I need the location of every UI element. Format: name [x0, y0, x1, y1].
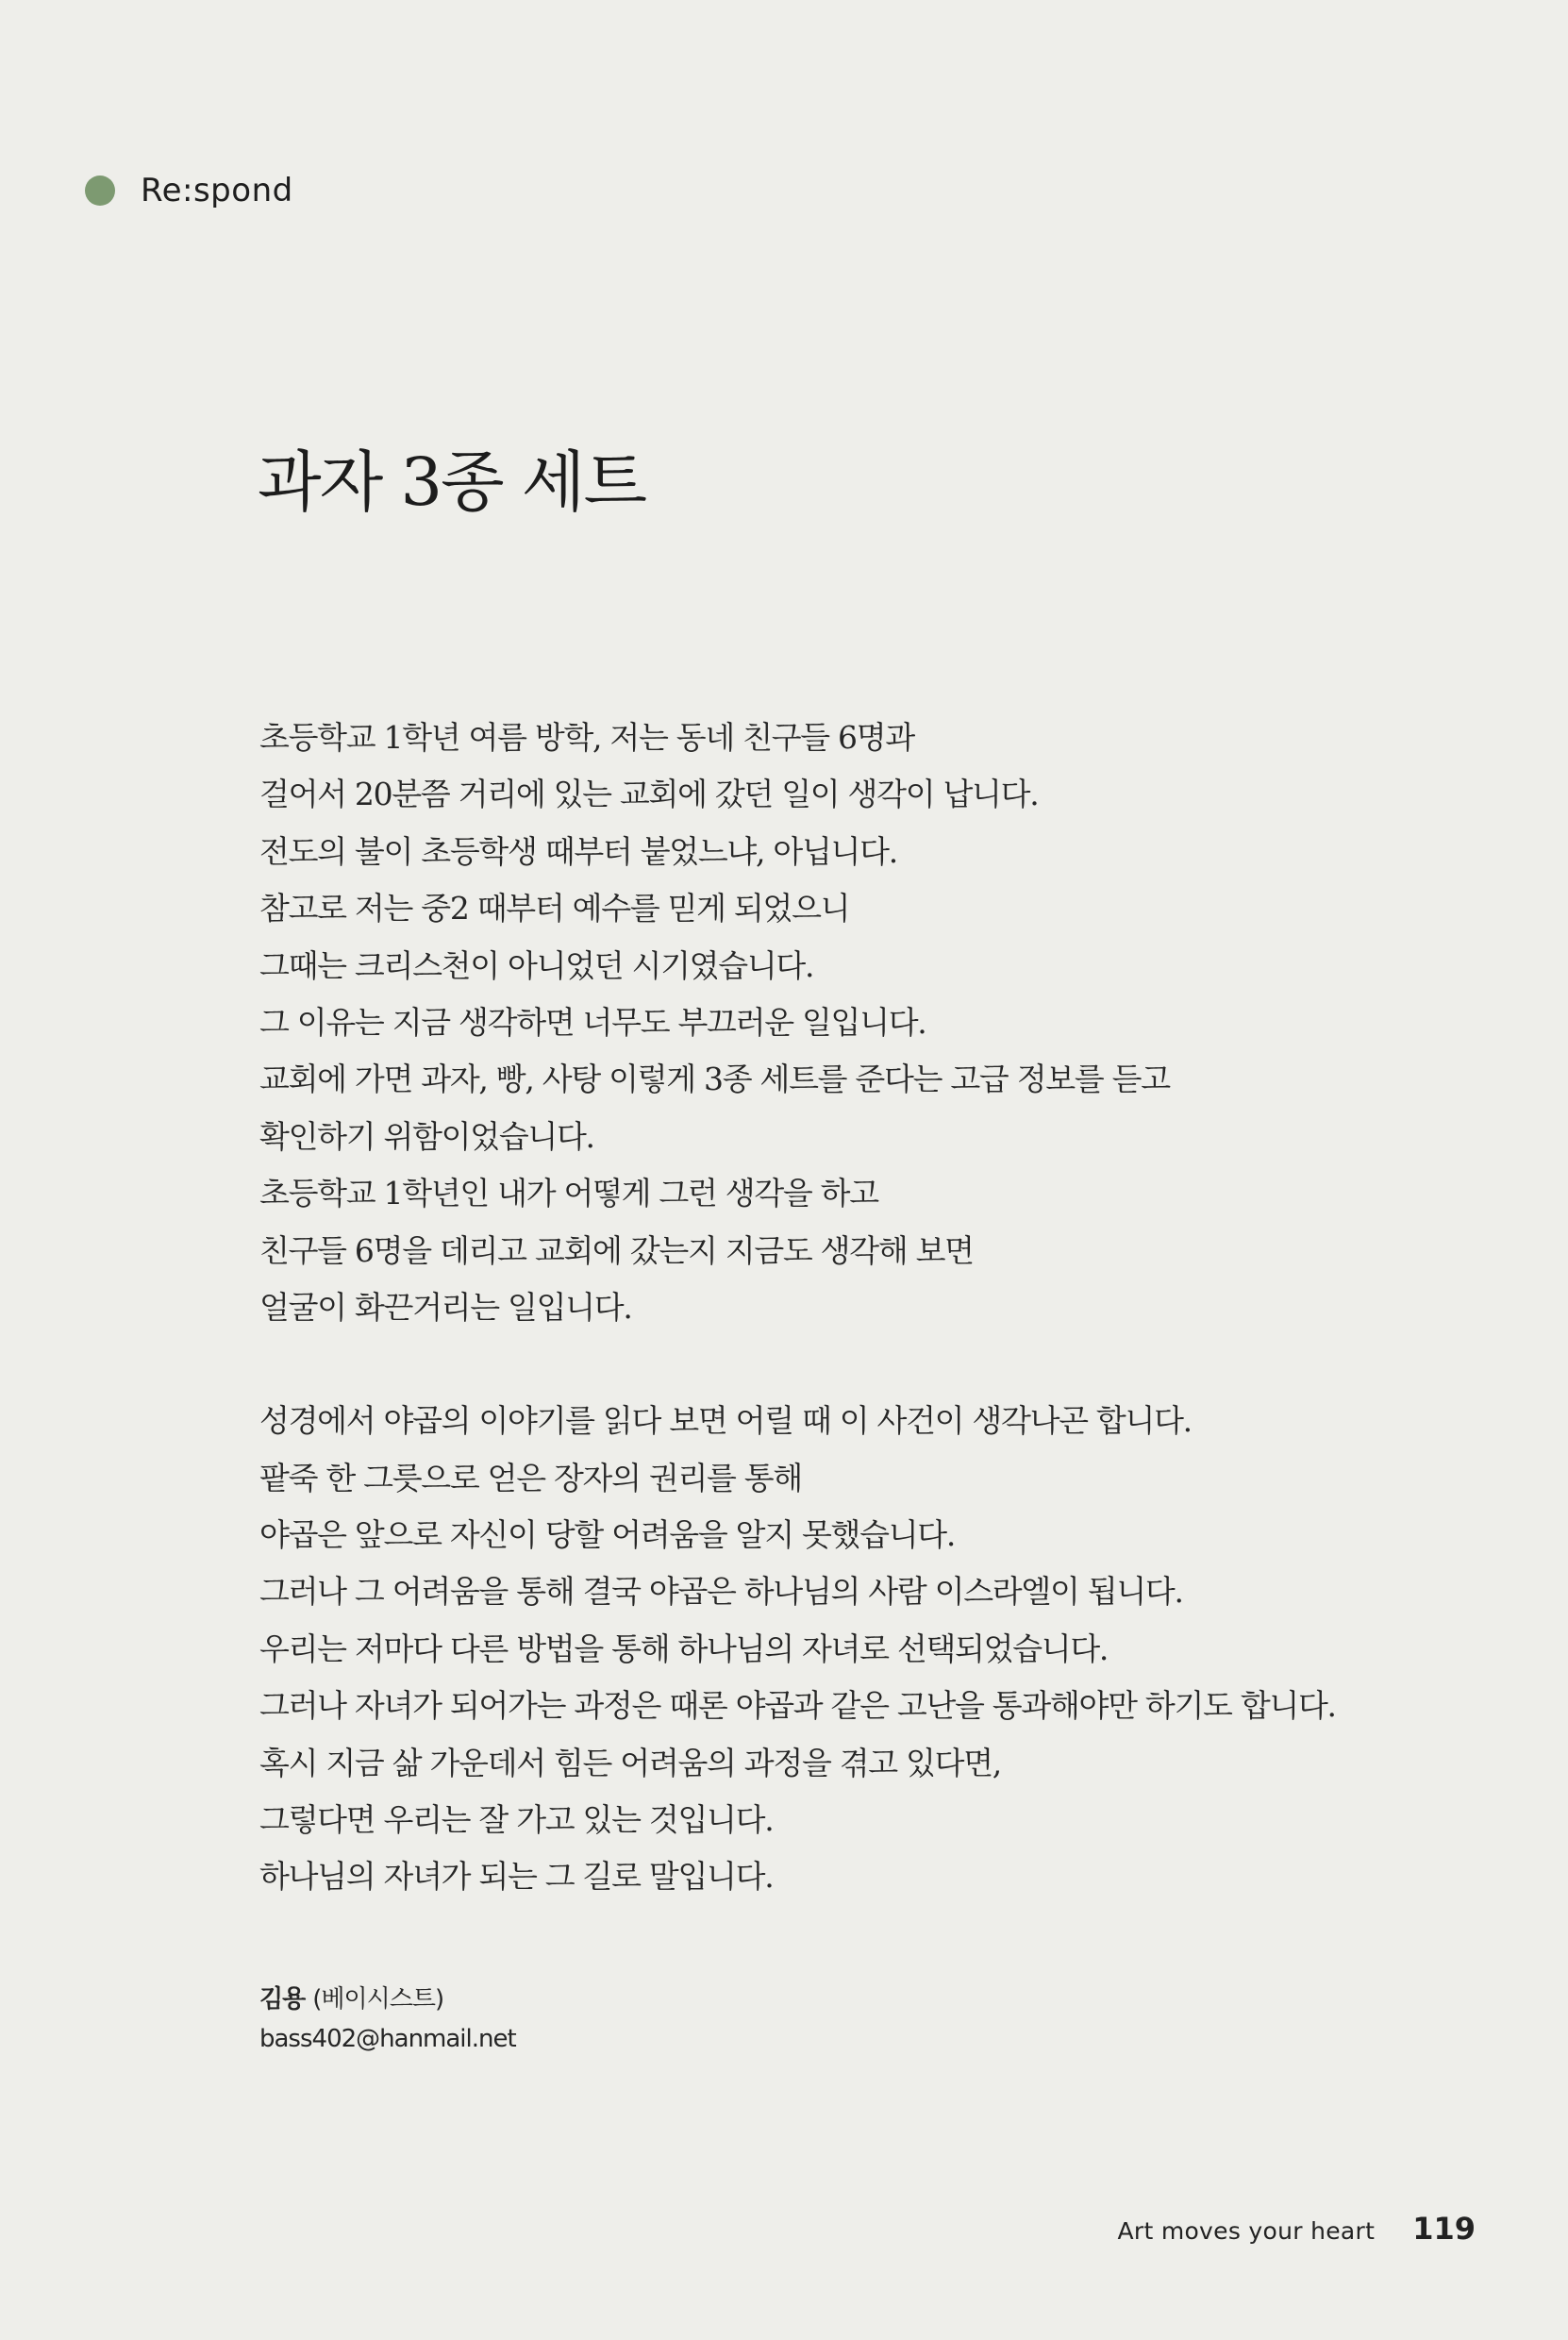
article-title: 과자 3종 세트 [258, 443, 646, 521]
text-line: 그러나 그 어려움을 통해 결국 야곱은 하나님의 사람 이스라엘이 됩니다. [259, 1573, 1183, 1611]
text-line: 그 이유는 지금 생각하면 너무도 부끄러운 일입니다. [259, 1003, 926, 1041]
text-line: 걸어서 20분쯤 거리에 있는 교회에 갔던 일이 생각이 납니다. [259, 776, 1039, 813]
text-line: 혹시 지금 삶 가운데서 힘든 어려움의 과정을 겪고 있다면, [259, 1744, 1002, 1781]
text-line: 참고로 저는 중2 때부터 예수를 믿게 되었으니 [259, 890, 850, 928]
text-line: 교회에 가면 과자, 빵, 사탕 이렇게 3종 세트를 준다는 고급 정보를 듣고 [259, 1061, 1170, 1098]
text-line: 그때는 크리스천이 아니었던 시기였습니다. [259, 946, 814, 984]
text-line: 팥죽 한 그릇으로 얻은 장자의 권리를 통해 [259, 1459, 802, 1496]
author-name-line [259, 1980, 516, 2019]
text-line: 초등학교 1학년인 내가 어떻게 그런 생각을 하고 [259, 1175, 878, 1212]
text-line: 그렇다면 우리는 잘 가고 있는 것입니다. [259, 1801, 774, 1839]
text-line: 우리는 저마다 다른 방법을 통해 하나님의 자녀로 선택되었습니다. [259, 1630, 1109, 1667]
section-dot-icon [85, 176, 115, 206]
author-credit [259, 1980, 516, 2059]
paragraph-2 [259, 1393, 1439, 1906]
author-role: (베이시스트) [312, 1985, 444, 2014]
author-email: bass402@hanmail.net [259, 2025, 516, 2053]
text-line: 성경에서 야곱의 이야기를 읽다 보면 어릴 때 이 사건이 생각나곤 합니다. [259, 1402, 1192, 1440]
text-line: 친구들 6명을 데리고 교회에 갔는지 지금도 생각해 보면 [259, 1231, 974, 1269]
text-line: 확인하기 위함이었습니다. [259, 1117, 594, 1155]
text-line: 얼굴이 화끈거리는 일입니다. [259, 1288, 632, 1326]
text-line: 그러나 자녀가 되어가는 과정은 때론 야곱과 같은 고난을 통과해야만 하기도 합니다. [259, 1687, 1336, 1725]
article-body [259, 710, 1439, 1906]
text-line: 하나님의 자녀가 되는 그 길로 말입니다. [259, 1858, 774, 1896]
paragraph-1 [259, 710, 1439, 1336]
text-line: 야곱은 앞으로 자신이 당할 어려움을 알지 못했습니다. [259, 1516, 956, 1554]
author-name: 김용 [259, 1985, 306, 2014]
text-line: 초등학교 1학년 여름 방학, 저는 동네 친구들 6명과 [259, 719, 914, 756]
section-label: Re:spond [141, 172, 293, 209]
text-line: 전도의 불이 초등학생 때부터 붙었느냐, 아닙니다. [259, 832, 897, 870]
footer-tagline: Art moves your heart [1117, 2217, 1376, 2245]
page-footer [1117, 2211, 1476, 2247]
section-tag [85, 172, 293, 209]
page-number: 119 [1412, 2211, 1476, 2247]
